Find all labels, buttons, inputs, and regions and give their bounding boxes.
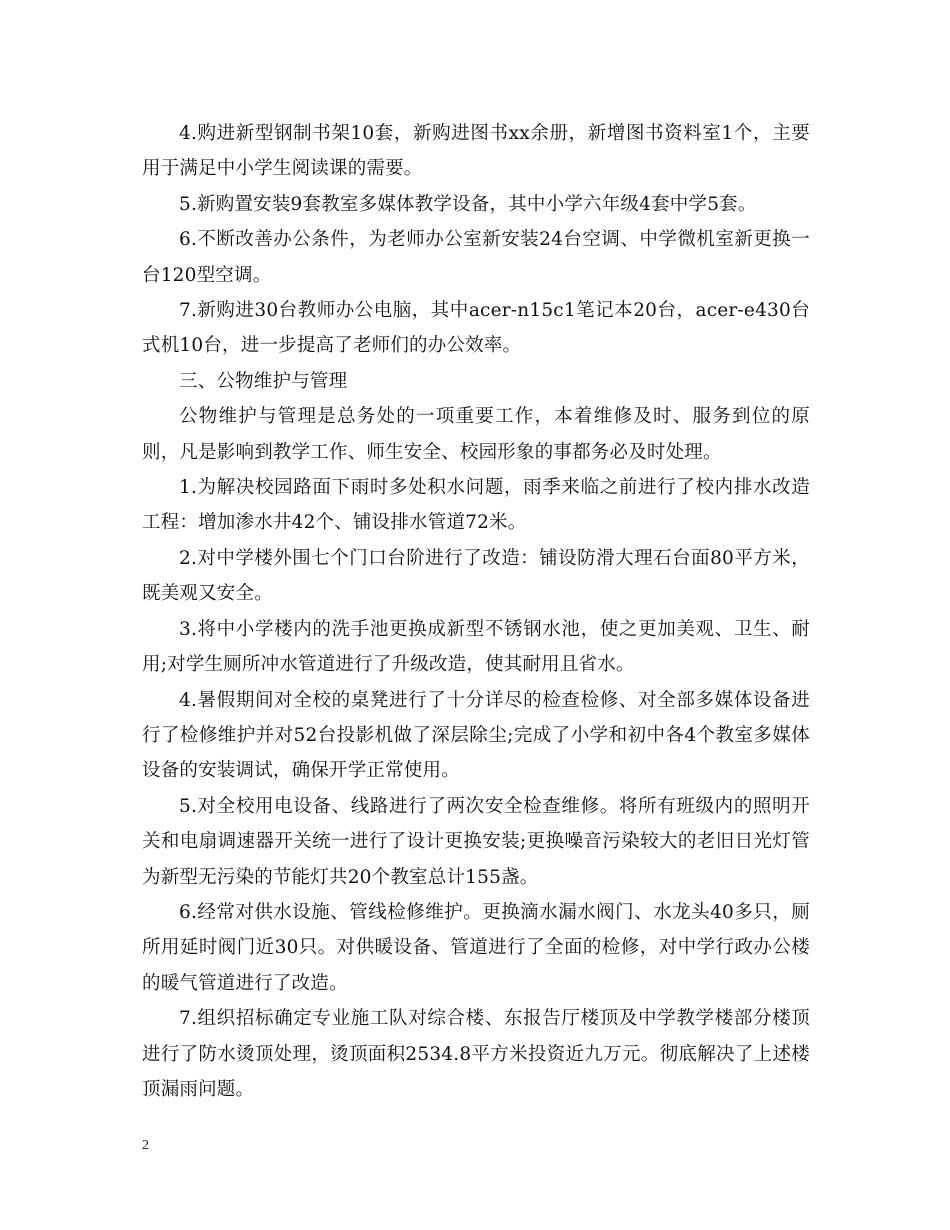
text-line: 4.暑假期间对全校的桌凳进行了十分详尽的检查检修、对全部多媒体设备进 <box>179 689 810 711</box>
section-intro <box>142 399 810 470</box>
text-line: 台120型空调。 <box>142 264 272 286</box>
section-heading <box>142 364 810 399</box>
text-line: 7.新购进30台教师办公电脑，其中acer-n15c1笔记本20台，acer-e430台 <box>179 300 810 322</box>
text-line: 三、公物维护与管理 <box>179 370 348 392</box>
text-line: 4.购进新型钢制书架10套，新购进图书xx余册，新增图书资料室1个，主要 <box>179 123 810 144</box>
text-line: 2.对中学楼外围七个门口台阶进行了改造：铺设防滑大理石台面80平方米， <box>179 547 810 569</box>
text-line: 工程：增加渗水井42个、铺设排水管道72米。 <box>142 512 527 534</box>
text-line: 凡是影响到教学工作、师生安全、校园形象的事都务必及时处理。 <box>179 441 722 463</box>
text-line: 7.组织招标确定专业施工队对综合楼、东报告厅楼顶及中学教学楼部分楼顶 <box>179 1008 810 1030</box>
paragraph-maint-1 <box>142 470 810 541</box>
text-line: 5.对全校用电设备、线路进行了两次安全检查维修。将所有班级内的照明开 <box>179 795 810 817</box>
text-line: 所用延时阀门近30只。对供暖设备、管道进行了全面的检修，对中学行政办公楼 <box>142 937 810 959</box>
text-line: 用;对学生厕所冲水管道进行了升级改造，使其耐用且省水。 <box>142 654 635 676</box>
paragraph-maint-6 <box>142 895 810 1001</box>
text-line: 为新型无污染的节能灯共20个教室总计155盏。 <box>142 866 539 888</box>
text-line: 行了检修维护并对52台投影机做了深层除尘;完成了小学和初中各4个教室多媒 <box>142 724 792 746</box>
text-line: 体设备的安装调试，确保开学正常使用。 <box>142 724 810 782</box>
page-number: 2 <box>142 1138 149 1153</box>
paragraph-maint-4 <box>142 683 810 789</box>
text-line: 既美观又安全。 <box>142 583 273 605</box>
paragraph-item-5 <box>142 187 810 222</box>
text-line: 顶漏雨问题。 <box>142 1078 255 1100</box>
text-line: 5.新购置安装9套教室多媒体教学设备，其中小学六年级4套中学5套。 <box>179 193 757 215</box>
text-line: 关和电扇调速器开关统一进行了设计更换安装;更换噪音污染较大的老旧日光灯管 <box>142 831 810 853</box>
paragraph-maint-7 <box>142 1001 810 1107</box>
text-line: 进行了防水烫顶处理，烫顶面积2534.8平方米投资近九万元。彻底解决了上述楼 <box>142 1043 810 1065</box>
text-line: 1.为解决校园路面下雨时多处积水问题，雨季来临之前进行了校内排水改造 <box>179 477 810 499</box>
paragraph-maint-3 <box>142 612 810 683</box>
paragraph-maint-2 <box>142 541 810 612</box>
document-body <box>142 116 810 1107</box>
text-line: 的暖气管道进行了改造。 <box>142 972 348 994</box>
paragraph-item-4 <box>142 116 810 187</box>
paragraph-maint-5 <box>142 789 810 895</box>
paragraph-item-6 <box>142 222 810 293</box>
text-line: 6.不断改善办公条件，为老师办公室新安装24台空调、中学微机室新更换一 <box>179 229 810 251</box>
text-line: 6.经常对供水设施、管线检修维护。更换滴水漏水阀门、水龙头40多只，厕 <box>179 901 810 923</box>
text-line: 公物维护与管理是总务处的一项重要工作，本着维修及时、服务到位的原则， <box>142 406 810 463</box>
paragraph-item-7 <box>142 293 810 364</box>
text-line: 3.将中小学楼内的洗手池更换成新型不锈钢水池，使之更加美观、卫生、耐 <box>179 618 810 640</box>
text-line: 用于满足中小学生阅读课的需要。 <box>142 158 423 180</box>
text-line: 式机10台，进一步提高了老师们的办公效率。 <box>142 335 522 357</box>
